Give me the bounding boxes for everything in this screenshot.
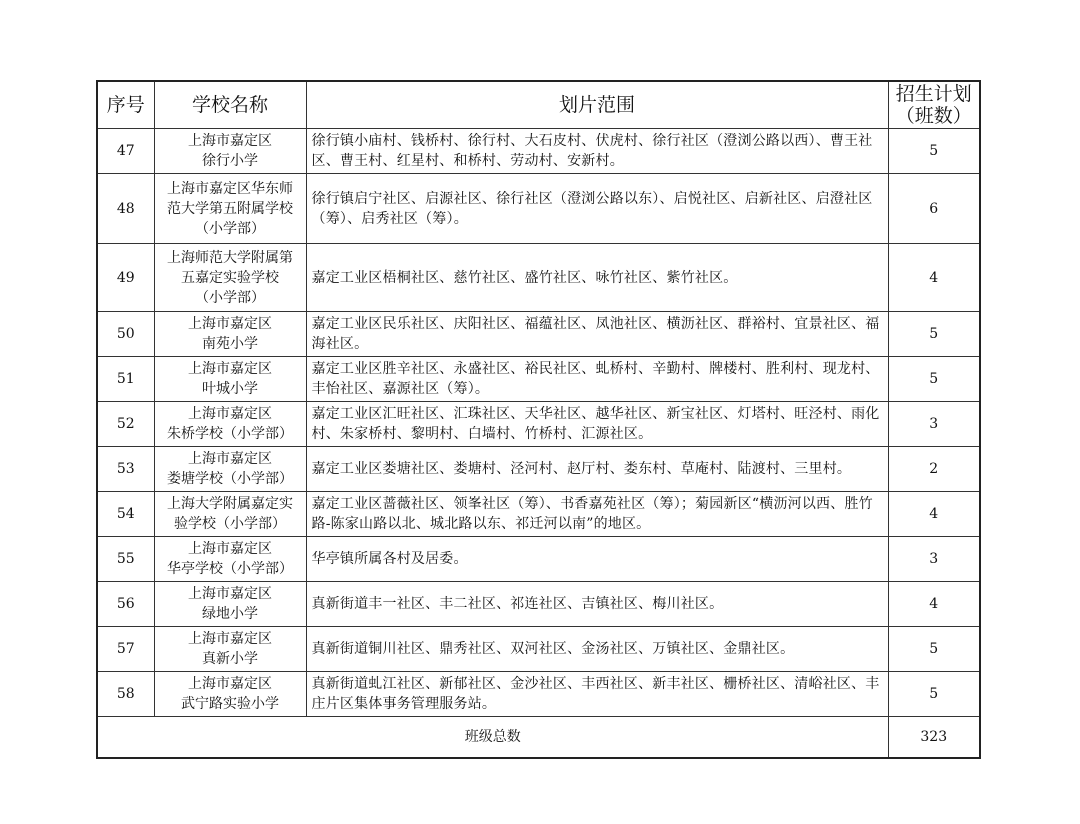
school-name-cell — [154, 627, 306, 672]
district-scope: 嘉定工业区娄塘社区、娄塘村、泾河村、赵厅村、娄东村、草庵村、陆渡村、三里村。 — [306, 447, 888, 492]
school-name-line: 武宁路实验小学 — [181, 696, 279, 712]
school-name-line: 华亭学校（小学部） — [167, 561, 293, 577]
enrollment-table-sheet — [96, 80, 979, 759]
table-row — [97, 129, 980, 174]
school-name-line: 上海大学附属嘉定实 — [167, 496, 293, 512]
school-name-cell — [154, 492, 306, 537]
school-name-cell — [154, 537, 306, 582]
enrollment-plan: 4 — [888, 582, 980, 627]
row-number: 51 — [97, 357, 154, 402]
header-school: 学校名称 — [154, 81, 306, 129]
table-row — [97, 447, 980, 492]
header-no: 序号 — [97, 81, 154, 129]
school-name-cell — [154, 174, 306, 244]
table-row — [97, 174, 980, 244]
school-name-cell — [154, 129, 306, 174]
school-name-line: （小学部） — [195, 220, 265, 237]
row-number: 56 — [97, 582, 154, 627]
school-name-line: 范大学第五附属学校 — [167, 200, 293, 217]
table-row — [97, 357, 980, 402]
row-number: 50 — [97, 312, 154, 357]
district-scope: 真新街道铜川社区、鼎秀社区、双河社区、金汤社区、万镇社区、金鼎社区。 — [306, 627, 888, 672]
row-number: 49 — [97, 244, 154, 312]
enrollment-plan: 6 — [888, 174, 980, 244]
table-row — [97, 582, 980, 627]
row-number: 53 — [97, 447, 154, 492]
total-label: 班级总数 — [97, 717, 888, 759]
school-name-line: 上海师范大学附属第 — [167, 249, 293, 266]
school-name-cell — [154, 402, 306, 447]
table-row — [97, 672, 980, 717]
school-name-line: 娄塘学校（小学部） — [167, 471, 293, 487]
district-scope: 嘉定工业区胜辛社区、永盛社区、裕民社区、虬桥村、辛勤村、牌楼村、胜利村、现龙村、丰怡社区、嘉源社区（筹）。 — [306, 357, 888, 402]
header-scope: 划片范围 — [306, 81, 888, 129]
district-scope: 嘉定工业区民乐社区、庆阳社区、福蕴社区、凤池社区、横沥社区、群裕村、宜景社区、福海社区。 — [306, 312, 888, 357]
header-plan-line2: （班数） — [895, 105, 972, 127]
district-scope: 嘉定工业区汇旺社区、汇珠社区、天华社区、越华社区、新宝社区、灯塔村、旺泾村、雨化村、朱家桥村、黎明村、白墙村、竹桥村、汇源社区。 — [306, 402, 888, 447]
enrollment-plan: 5 — [888, 312, 980, 357]
school-name-line: 叶城小学 — [202, 381, 258, 397]
table-row — [97, 244, 980, 312]
school-name-line: 上海市嘉定区 — [188, 406, 272, 422]
school-district-table — [96, 80, 981, 759]
school-name-line: （小学部） — [195, 289, 265, 306]
row-number: 48 — [97, 174, 154, 244]
school-name-cell — [154, 357, 306, 402]
district-scope: 徐行镇启宁社区、启源社区、徐行社区（澄浏公路以东）、启悦社区、启新社区、启澄社区（筹）、启秀社区（筹）。 — [306, 174, 888, 244]
enrollment-plan: 5 — [888, 129, 980, 174]
school-name-line: 上海市嘉定区 — [188, 676, 272, 692]
school-name-line: 五嘉定实验学校 — [181, 269, 279, 286]
school-name-cell — [154, 672, 306, 717]
total-value: 323 — [888, 717, 980, 759]
row-number: 52 — [97, 402, 154, 447]
row-number: 54 — [97, 492, 154, 537]
table-row — [97, 627, 980, 672]
school-name-line: 上海市嘉定区 — [188, 451, 272, 467]
school-name-line: 上海市嘉定区 — [188, 586, 272, 602]
school-name-line: 验学校（小学部） — [174, 516, 286, 532]
table-header-row — [97, 81, 980, 129]
table-row — [97, 537, 980, 582]
enrollment-plan: 3 — [888, 537, 980, 582]
enrollment-plan: 3 — [888, 402, 980, 447]
header-plan-line1: 招生计划 — [895, 83, 972, 105]
school-name-line: 上海市嘉定区华东师 — [167, 180, 293, 197]
enrollment-plan: 2 — [888, 447, 980, 492]
district-scope: 嘉定工业区梧桐社区、慈竹社区、盛竹社区、咏竹社区、紫竹社区。 — [306, 244, 888, 312]
enrollment-plan: 5 — [888, 672, 980, 717]
district-scope: 真新街道虬江社区、新郁社区、金沙社区、丰西社区、新丰社区、栅桥社区、清峪社区、丰庄片区集体事务管理服务站。 — [306, 672, 888, 717]
district-scope: 徐行镇小庙村、钱桥村、徐行村、大石皮村、伏虎村、徐行社区（澄浏公路以西）、曹王社区、曹王村、红星村、和桥村、劳动村、安新村。 — [306, 129, 888, 174]
header-plan — [888, 81, 980, 129]
district-scope: 真新街道丰一社区、丰二社区、祁连社区、吉镇社区、梅川社区。 — [306, 582, 888, 627]
school-name-line: 上海市嘉定区 — [188, 316, 272, 332]
row-number: 55 — [97, 537, 154, 582]
row-number: 57 — [97, 627, 154, 672]
table-row — [97, 312, 980, 357]
row-number: 58 — [97, 672, 154, 717]
school-name-line: 南苑小学 — [202, 336, 258, 352]
total-row — [97, 717, 980, 759]
row-number: 47 — [97, 129, 154, 174]
enrollment-plan: 5 — [888, 357, 980, 402]
school-name-line: 上海市嘉定区 — [188, 133, 272, 149]
school-name-line: 上海市嘉定区 — [188, 541, 272, 557]
enrollment-plan: 5 — [888, 627, 980, 672]
enrollment-plan: 4 — [888, 492, 980, 537]
school-name-line: 绿地小学 — [202, 606, 258, 622]
school-name-line: 真新小学 — [202, 651, 258, 667]
school-name-line: 上海市嘉定区 — [188, 361, 272, 377]
table-row — [97, 492, 980, 537]
district-scope: 嘉定工业区蔷薇社区、领峯社区（筹）、书香嘉苑社区（筹）；菊园新区“横沥河以西、胜竹路-陈家山路以北、城北路以东、祁迁河以南”的地区。 — [306, 492, 888, 537]
enrollment-plan: 4 — [888, 244, 980, 312]
school-name-cell — [154, 312, 306, 357]
school-name-cell — [154, 582, 306, 627]
school-name-line: 徐行小学 — [202, 153, 258, 169]
school-name-line: 上海市嘉定区 — [188, 631, 272, 647]
school-name-cell — [154, 244, 306, 312]
school-name-cell — [154, 447, 306, 492]
table-row — [97, 402, 980, 447]
district-scope: 华亭镇所属各村及居委。 — [306, 537, 888, 582]
school-name-line: 朱桥学校（小学部） — [167, 426, 293, 442]
